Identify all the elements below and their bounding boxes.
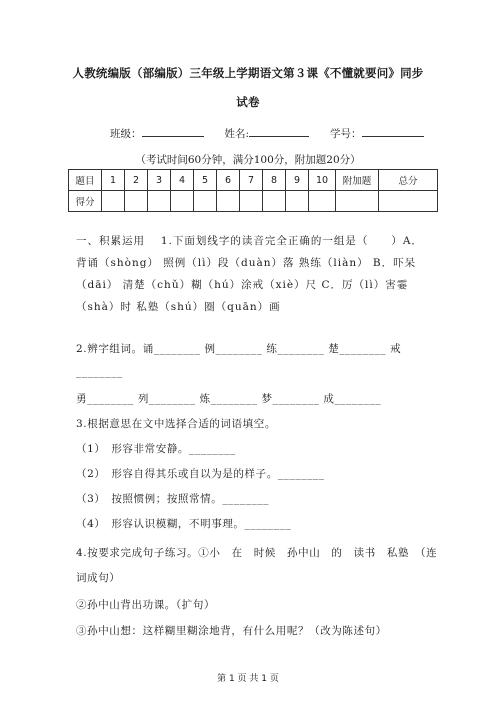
score-cell	[309, 191, 336, 212]
question-3-item: （3） 按照惯例；按照常情。________	[76, 493, 270, 505]
header-cell: 3	[148, 170, 171, 191]
question-3-item: （2） 形容自得其乐或自以为是的样子。________	[76, 468, 325, 480]
header-cell: 5	[194, 170, 217, 191]
question-2: 2.辨字组词。诵________ 例________ 练________ 楚________ 戒	[76, 343, 402, 355]
score-table-header-row	[69, 170, 438, 191]
score-cell	[286, 191, 309, 212]
header-cell: 总分	[379, 170, 438, 191]
header-cell: 8	[263, 170, 286, 191]
name-blank	[249, 126, 309, 137]
score-cell	[102, 191, 125, 212]
score-cell	[125, 191, 148, 212]
question-3-item: （4） 形容认识模糊，不明事理。________	[76, 518, 292, 530]
id-blank	[362, 126, 424, 137]
header-cell: 1	[102, 170, 125, 191]
score-row-label: 得分	[69, 191, 102, 212]
page-footer: 第 1 页 共 1 页	[217, 674, 279, 684]
header-cell: 附加题	[336, 170, 379, 191]
score-cell	[194, 191, 217, 212]
header-cell: 题目	[69, 170, 102, 191]
exam-subtitle: （考试时间60分钟，满分100分，附加题20分）	[135, 154, 361, 166]
question-4-continued: 词成句）	[76, 572, 121, 584]
student-info-row	[110, 126, 424, 141]
header-cell: 2	[125, 170, 148, 191]
document-title: 人教统编版（部编版）三年级上学期语文第３课《不懂就要问》同步	[72, 66, 424, 80]
question-4-part-2: ②孙中山背出功课。（扩句）	[76, 599, 216, 611]
question-4-part-3: ③孙中山想：这样糊里糊涂地背，有什么用呢？（改为陈述句）	[76, 625, 387, 637]
id-label: 学号：	[330, 128, 362, 140]
score-cell	[379, 191, 438, 212]
header-cell: 4	[171, 170, 194, 191]
score-cell	[217, 191, 240, 212]
score-cell	[263, 191, 286, 212]
score-table	[68, 169, 438, 212]
header-cell: 6	[217, 170, 240, 191]
question-4: 4.按要求完成句子练习。①小 在 时候 孙中山 的 读书 私塾 （连	[76, 547, 438, 559]
question-2-row-2: 勇________ 列________ 炼________ 梦________ 成________	[76, 393, 382, 405]
score-cell	[336, 191, 379, 212]
score-cell	[148, 191, 171, 212]
class-label: 班级：	[110, 128, 142, 140]
class-blank	[142, 126, 204, 137]
question-2-continued: ________	[76, 366, 123, 378]
document-title-continued: 试卷	[236, 95, 260, 109]
score-cell	[240, 191, 263, 212]
score-cell	[171, 191, 194, 212]
question-3-title: 3.根据意思在文中选择合适的词语填空。	[76, 418, 276, 430]
header-cell: 7	[240, 170, 263, 191]
name-label: 姓名:	[224, 128, 250, 140]
header-cell: 9	[286, 170, 309, 191]
score-table-score-row	[69, 191, 438, 212]
header-cell: 10	[309, 170, 336, 191]
question-1: 一、积累运用 1.下面划线字的读音完全正确的一组是（ ）A．背诵（shòng） 照例（lì）段（duàn）落 熟练（liàn） B．吓呆（dāi） 清楚（chǔ）糊（hú）涂戒（xiè）尺 C．厉（lì）害霎（shà）时 私塾（shú）圈（quān）画	[76, 235, 423, 313]
question-3-item: （1） 形容非常安静。________	[76, 443, 236, 455]
